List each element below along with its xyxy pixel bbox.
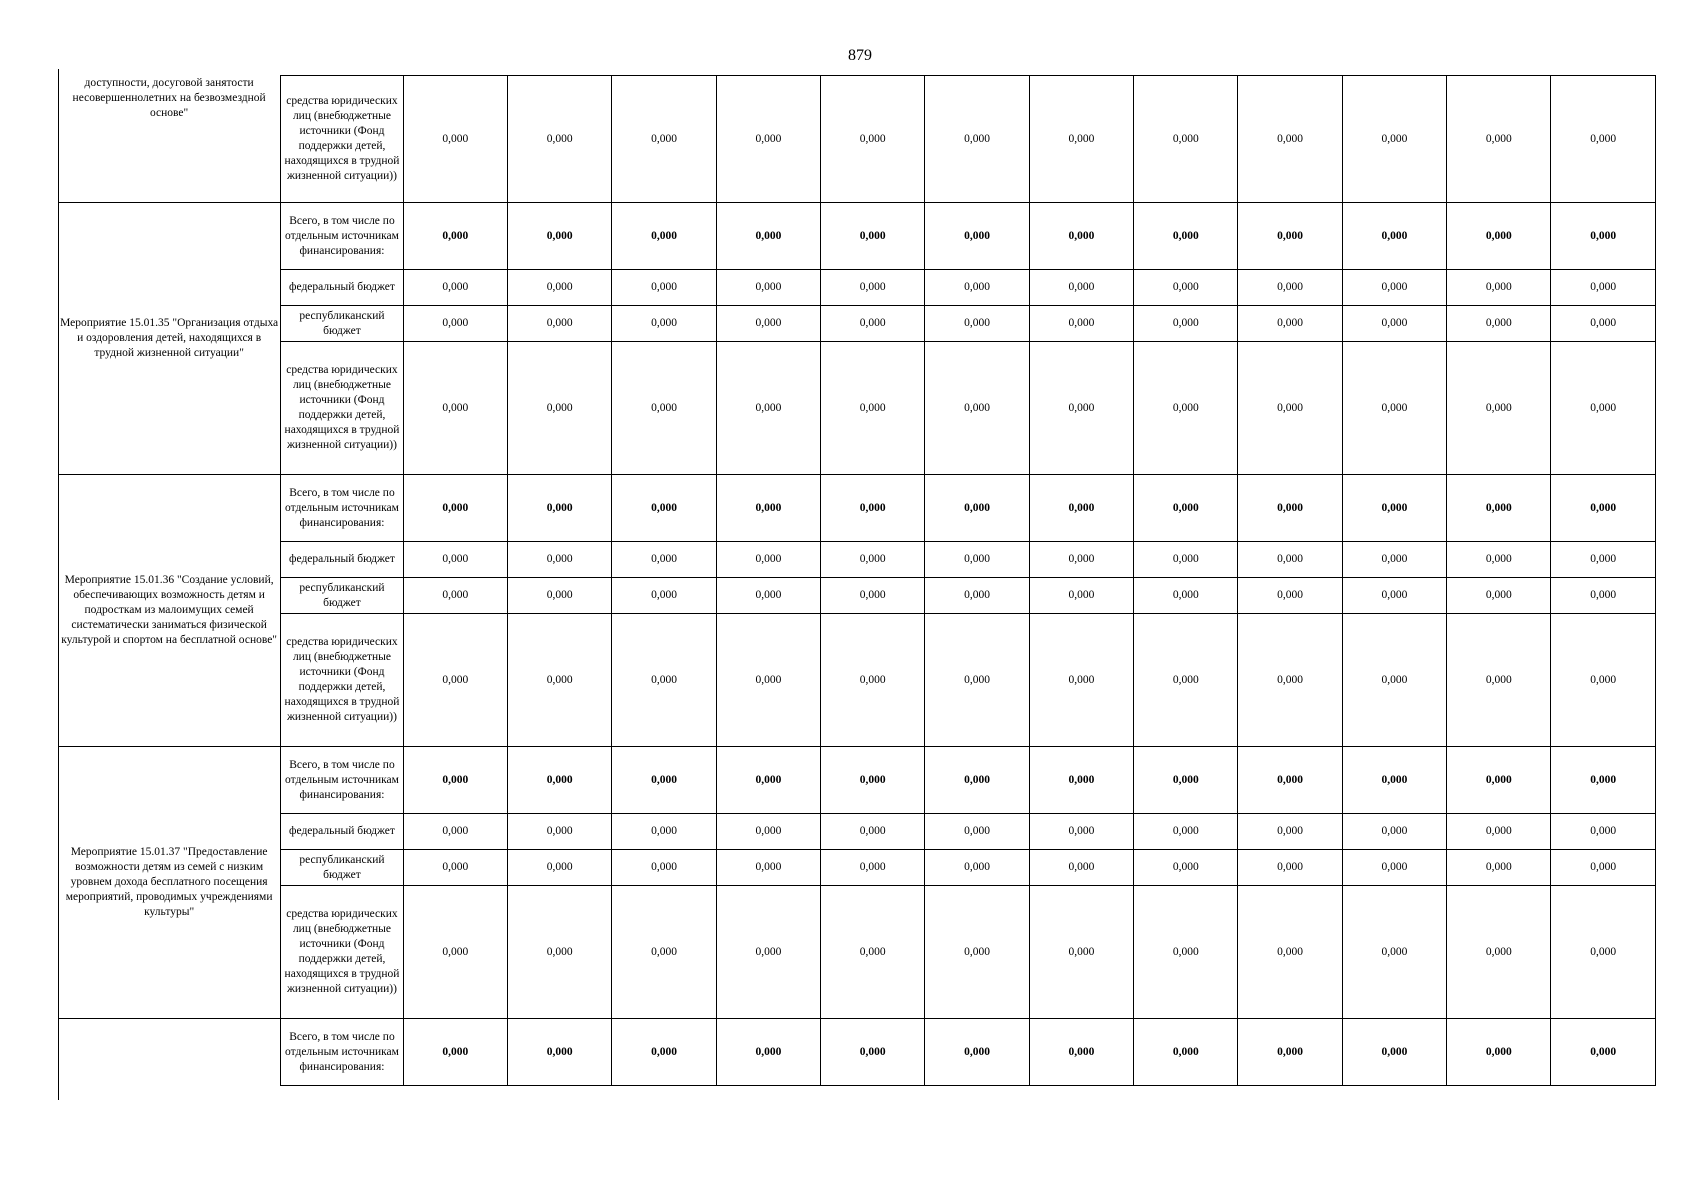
value-cell: 0,000 — [716, 306, 820, 342]
value-cell: 0,000 — [403, 306, 507, 342]
value-cell: 0,000 — [1134, 747, 1238, 814]
value-cell: 0,000 — [403, 614, 507, 747]
value-cell: 0,000 — [508, 850, 612, 886]
value-cell: 0,000 — [1134, 814, 1238, 850]
value-cell: 0,000 — [1029, 747, 1133, 814]
funding-source-cell: республиканский бюджет — [281, 306, 403, 342]
value-cell: 0,000 — [1447, 1019, 1551, 1086]
value-cell: 0,000 — [1238, 1019, 1342, 1086]
event-title-cell: доступности, досуговой занятости несовершеннолетних на безвозмездной основе" — [58, 76, 281, 203]
value-cell: 0,000 — [403, 76, 507, 203]
value-cell: 0,000 — [1551, 475, 1656, 542]
value-cell: 0,000 — [821, 306, 925, 342]
value-cell: 0,000 — [925, 850, 1029, 886]
value-cell: 0,000 — [925, 342, 1029, 475]
value-cell: 0,000 — [1134, 76, 1238, 203]
value-cell: 0,000 — [1447, 542, 1551, 578]
value-cell: 0,000 — [1342, 76, 1446, 203]
value-cell: 0,000 — [716, 342, 820, 475]
value-cell: 0,000 — [612, 850, 716, 886]
value-cell: 0,000 — [1134, 203, 1238, 270]
funding-source-cell: федеральный бюджет — [281, 814, 403, 850]
value-cell: 0,000 — [1342, 850, 1446, 886]
value-cell: 0,000 — [612, 1019, 716, 1086]
funding-source-cell: Всего, в том числе по отдельным источникам финансирования: — [281, 1019, 403, 1086]
value-cell: 0,000 — [403, 1019, 507, 1086]
value-cell: 0,000 — [1029, 814, 1133, 850]
value-cell: 0,000 — [1029, 342, 1133, 475]
value-cell: 0,000 — [1342, 578, 1446, 614]
value-cell: 0,000 — [1029, 306, 1133, 342]
value-cell: 0,000 — [716, 850, 820, 886]
table-row — [58, 475, 1656, 542]
value-cell: 0,000 — [1551, 203, 1656, 270]
value-cell: 0,000 — [1238, 306, 1342, 342]
funding-source-cell: республиканский бюджет — [281, 578, 403, 614]
value-cell: 0,000 — [1029, 578, 1133, 614]
value-cell: 0,000 — [716, 614, 820, 747]
table-row — [58, 578, 1656, 614]
value-cell: 0,000 — [1238, 850, 1342, 886]
value-cell: 0,000 — [1238, 578, 1342, 614]
value-cell: 0,000 — [612, 814, 716, 850]
funding-source-cell: средства юридических лиц (внебюджетные источники (Фонд поддержки детей, находящихся в трудной жизненной ситуации)) — [281, 614, 403, 747]
funding-source-cell: Всего, в том числе по отдельным источникам финансирования: — [281, 203, 403, 270]
table-row — [58, 270, 1656, 306]
value-cell: 0,000 — [925, 542, 1029, 578]
value-cell: 0,000 — [716, 1019, 820, 1086]
value-cell: 0,000 — [821, 542, 925, 578]
value-cell: 0,000 — [716, 270, 820, 306]
value-cell: 0,000 — [1447, 306, 1551, 342]
funding-source-cell: средства юридических лиц (внебюджетные источники (Фонд поддержки детей, находящихся в трудной жизненной ситуации)) — [281, 342, 403, 475]
value-cell: 0,000 — [1134, 578, 1238, 614]
value-cell: 0,000 — [1551, 1019, 1656, 1086]
value-cell: 0,000 — [1238, 814, 1342, 850]
value-cell: 0,000 — [1342, 814, 1446, 850]
value-cell: 0,000 — [508, 475, 612, 542]
value-cell: 0,000 — [403, 203, 507, 270]
value-cell: 0,000 — [1342, 475, 1446, 542]
value-cell: 0,000 — [821, 578, 925, 614]
value-cell: 0,000 — [1029, 850, 1133, 886]
value-cell: 0,000 — [1551, 542, 1656, 578]
funding-source-cell: республиканский бюджет — [281, 850, 403, 886]
value-cell: 0,000 — [1447, 270, 1551, 306]
value-cell: 0,000 — [403, 270, 507, 306]
value-cell: 0,000 — [1134, 475, 1238, 542]
value-cell: 0,000 — [1238, 76, 1342, 203]
value-cell: 0,000 — [925, 270, 1029, 306]
value-cell: 0,000 — [1238, 747, 1342, 814]
value-cell: 0,000 — [716, 542, 820, 578]
value-cell: 0,000 — [1134, 342, 1238, 475]
value-cell: 0,000 — [1238, 886, 1342, 1019]
value-cell: 0,000 — [1238, 614, 1342, 747]
value-cell: 0,000 — [1447, 814, 1551, 850]
value-cell: 0,000 — [612, 203, 716, 270]
value-cell: 0,000 — [821, 270, 925, 306]
value-cell: 0,000 — [612, 342, 716, 475]
table-row — [58, 747, 1656, 814]
value-cell: 0,000 — [821, 814, 925, 850]
value-cell: 0,000 — [716, 814, 820, 850]
value-cell: 0,000 — [925, 886, 1029, 1019]
value-cell: 0,000 — [925, 475, 1029, 542]
value-cell: 0,000 — [1238, 475, 1342, 542]
value-cell: 0,000 — [1342, 342, 1446, 475]
value-cell: 0,000 — [508, 747, 612, 814]
value-cell: 0,000 — [403, 578, 507, 614]
value-cell: 0,000 — [1029, 542, 1133, 578]
value-cell: 0,000 — [821, 850, 925, 886]
value-cell: 0,000 — [1134, 886, 1238, 1019]
value-cell: 0,000 — [1551, 850, 1656, 886]
event-title-cell: Мероприятие 15.01.37 "Предоставление возможности детям из семей с низким уровнем дохода бесплатного посещения мероприятий, проводимых учреждениями культуры" — [58, 747, 281, 1019]
table-row — [58, 886, 1656, 1019]
value-cell: 0,000 — [1447, 614, 1551, 747]
event-title-cell — [58, 1019, 281, 1086]
value-cell: 0,000 — [403, 542, 507, 578]
value-cell: 0,000 — [1238, 342, 1342, 475]
funding-source-cell: федеральный бюджет — [281, 542, 403, 578]
funding-source-cell: средства юридических лиц (внебюджетные источники (Фонд поддержки детей, находящихся в трудной жизненной ситуации)) — [281, 76, 403, 203]
value-cell: 0,000 — [1447, 342, 1551, 475]
table-row — [58, 1019, 1656, 1086]
value-cell: 0,000 — [1134, 1019, 1238, 1086]
table-body — [58, 76, 1656, 1086]
value-cell: 0,000 — [403, 342, 507, 475]
value-cell: 0,000 — [821, 747, 925, 814]
value-cell: 0,000 — [1551, 306, 1656, 342]
financing-table — [58, 75, 1656, 1086]
value-cell: 0,000 — [612, 76, 716, 203]
table-row — [58, 542, 1656, 578]
value-cell: 0,000 — [925, 747, 1029, 814]
value-cell: 0,000 — [821, 342, 925, 475]
value-cell: 0,000 — [1447, 475, 1551, 542]
value-cell: 0,000 — [508, 203, 612, 270]
value-cell: 0,000 — [612, 578, 716, 614]
value-cell: 0,000 — [821, 203, 925, 270]
value-cell: 0,000 — [1029, 886, 1133, 1019]
value-cell: 0,000 — [1551, 270, 1656, 306]
funding-source-cell: Всего, в том числе по отдельным источникам финансирования: — [281, 747, 403, 814]
value-cell: 0,000 — [1238, 542, 1342, 578]
value-cell: 0,000 — [1238, 270, 1342, 306]
value-cell: 0,000 — [1447, 850, 1551, 886]
value-cell: 0,000 — [1134, 850, 1238, 886]
value-cell: 0,000 — [508, 614, 612, 747]
page-number: 879 — [848, 47, 872, 64]
value-cell: 0,000 — [1342, 270, 1446, 306]
value-cell: 0,000 — [1342, 542, 1446, 578]
value-cell: 0,000 — [612, 475, 716, 542]
value-cell: 0,000 — [716, 475, 820, 542]
value-cell: 0,000 — [925, 814, 1029, 850]
value-cell: 0,000 — [1342, 203, 1446, 270]
value-cell: 0,000 — [508, 270, 612, 306]
value-cell: 0,000 — [508, 1019, 612, 1086]
value-cell: 0,000 — [925, 578, 1029, 614]
value-cell: 0,000 — [508, 76, 612, 203]
value-cell: 0,000 — [403, 747, 507, 814]
value-cell: 0,000 — [716, 886, 820, 1019]
value-cell: 0,000 — [1342, 306, 1446, 342]
value-cell: 0,000 — [1447, 76, 1551, 203]
value-cell: 0,000 — [508, 542, 612, 578]
value-cell: 0,000 — [1029, 1019, 1133, 1086]
value-cell: 0,000 — [508, 342, 612, 475]
value-cell: 0,000 — [1342, 614, 1446, 747]
value-cell: 0,000 — [508, 886, 612, 1019]
value-cell: 0,000 — [1447, 886, 1551, 1019]
value-cell: 0,000 — [821, 76, 925, 203]
value-cell: 0,000 — [1029, 614, 1133, 747]
value-cell: 0,000 — [612, 270, 716, 306]
value-cell: 0,000 — [1551, 76, 1656, 203]
value-cell: 0,000 — [1238, 203, 1342, 270]
value-cell: 0,000 — [1342, 747, 1446, 814]
table-row — [58, 814, 1656, 850]
value-cell: 0,000 — [1551, 614, 1656, 747]
value-cell: 0,000 — [925, 306, 1029, 342]
value-cell: 0,000 — [925, 1019, 1029, 1086]
value-cell: 0,000 — [1447, 203, 1551, 270]
value-cell: 0,000 — [1551, 342, 1656, 475]
value-cell: 0,000 — [612, 614, 716, 747]
event-title-cell: Мероприятие 15.01.36 "Создание условий, обеспечивающих возможность детям и подросткам из малоимущих семей систематически заниматься физической культурой и спортом на бесплатной основе" — [58, 475, 281, 747]
value-cell: 0,000 — [1551, 578, 1656, 614]
table-row — [58, 342, 1656, 475]
value-cell: 0,000 — [925, 76, 1029, 203]
value-cell: 0,000 — [821, 475, 925, 542]
value-cell: 0,000 — [612, 747, 716, 814]
table-row — [58, 306, 1656, 342]
value-cell: 0,000 — [1134, 306, 1238, 342]
value-cell: 0,000 — [612, 886, 716, 1019]
value-cell: 0,000 — [612, 306, 716, 342]
value-cell: 0,000 — [716, 76, 820, 203]
value-cell: 0,000 — [821, 886, 925, 1019]
value-cell: 0,000 — [508, 814, 612, 850]
value-cell: 0,000 — [1551, 814, 1656, 850]
value-cell: 0,000 — [1134, 270, 1238, 306]
value-cell: 0,000 — [821, 1019, 925, 1086]
value-cell: 0,000 — [925, 203, 1029, 270]
table-row — [58, 614, 1656, 747]
value-cell: 0,000 — [508, 306, 612, 342]
value-cell: 0,000 — [1029, 475, 1133, 542]
value-cell: 0,000 — [1134, 614, 1238, 747]
value-cell: 0,000 — [508, 578, 612, 614]
event-title-cell: Мероприятие 15.01.35 "Организация отдыха и оздоровления детей, находящихся в трудной жизненной ситуации" — [58, 203, 281, 475]
value-cell: 0,000 — [716, 203, 820, 270]
value-cell: 0,000 — [1134, 542, 1238, 578]
value-cell: 0,000 — [1029, 270, 1133, 306]
value-cell: 0,000 — [1551, 747, 1656, 814]
value-cell: 0,000 — [1029, 203, 1133, 270]
value-cell: 0,000 — [716, 747, 820, 814]
value-cell: 0,000 — [1342, 886, 1446, 1019]
value-cell: 0,000 — [403, 475, 507, 542]
table-row — [58, 850, 1656, 886]
value-cell: 0,000 — [925, 614, 1029, 747]
value-cell: 0,000 — [716, 578, 820, 614]
value-cell: 0,000 — [1342, 1019, 1446, 1086]
table-row — [58, 203, 1656, 270]
value-cell: 0,000 — [1551, 886, 1656, 1019]
value-cell: 0,000 — [403, 886, 507, 1019]
value-cell: 0,000 — [403, 814, 507, 850]
value-cell: 0,000 — [1029, 76, 1133, 203]
funding-source-cell: Всего, в том числе по отдельным источникам финансирования: — [281, 475, 403, 542]
value-cell: 0,000 — [612, 542, 716, 578]
value-cell: 0,000 — [821, 614, 925, 747]
funding-source-cell: средства юридических лиц (внебюджетные источники (Фонд поддержки детей, находящихся в трудной жизненной ситуации)) — [281, 886, 403, 1019]
table-row — [58, 76, 1656, 203]
value-cell: 0,000 — [1447, 747, 1551, 814]
value-cell: 0,000 — [1447, 578, 1551, 614]
funding-source-cell: федеральный бюджет — [281, 270, 403, 306]
value-cell: 0,000 — [403, 850, 507, 886]
